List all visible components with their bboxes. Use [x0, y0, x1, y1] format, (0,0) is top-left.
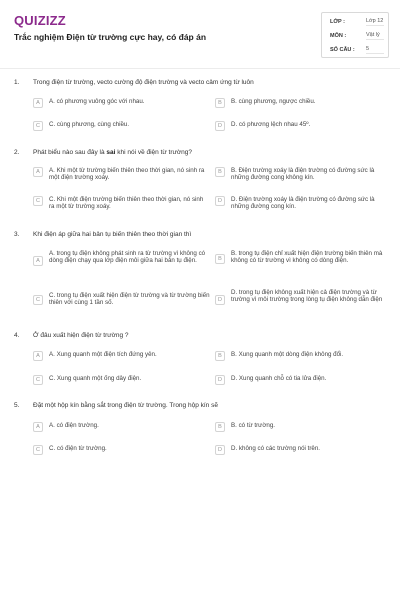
option-b[interactable]	[215, 98, 385, 108]
option-text: A. có phương vuông góc với nhau.	[49, 98, 145, 105]
header-divider	[0, 68, 400, 69]
option-text: B. có từ trường.	[231, 422, 275, 429]
question-5	[14, 402, 386, 458]
question-text	[33, 149, 383, 157]
question-text-part: Phát biểu nào sau đây là	[33, 149, 107, 156]
meta-row-count	[330, 45, 384, 55]
option-text: D. có phương lệch nhau 45º.	[231, 121, 311, 128]
option-letter-badge: D	[215, 375, 225, 385]
option-d[interactable]	[215, 375, 385, 385]
option-letter-badge: A	[33, 351, 43, 361]
option-d[interactable]	[215, 289, 385, 305]
option-letter-badge: C	[33, 445, 43, 455]
option-letter-badge: B	[215, 351, 225, 361]
option-letter-badge: D	[215, 445, 225, 455]
option-c[interactable]	[33, 196, 209, 211]
option-b[interactable]	[215, 422, 385, 432]
option-b[interactable]	[215, 351, 385, 361]
question-4	[14, 332, 386, 388]
option-c[interactable]	[33, 121, 203, 131]
option-letter-badge: D	[215, 295, 225, 305]
option-text: C. Xung quanh một ống dây điện.	[49, 375, 142, 382]
option-text: D. trong tụ điện không xuất hiện cả điện trường và từ trường vì môi trường trong lòng tụ điện không dẫn điện	[231, 289, 383, 304]
option-text: A. Khi một từ trường biến thiên theo thời gian, nó sinh ra một điện trường xoáy.	[49, 167, 205, 182]
option-letter-badge: B	[215, 422, 225, 432]
option-text: B. Điện trường xoáy là điện trường có đường sức là những đường cong không kín.	[231, 167, 375, 182]
option-d[interactable]	[215, 121, 385, 131]
option-text: C. có điện từ trường.	[49, 445, 107, 452]
option-letter-badge: A	[33, 422, 43, 432]
option-text: B. Xung quanh một dòng điện không đổi.	[231, 351, 344, 358]
option-text: B. trong tụ điện chỉ xuất hiện điện trường biến thiên mà không có từ trường vì không có dòng điện.	[231, 250, 383, 265]
option-text: D. Xung quanh chỗ có tia lửa điện.	[231, 375, 327, 382]
meta-key-grade: LỚP :	[330, 19, 345, 25]
option-c[interactable]	[33, 292, 211, 307]
option-text: C. trong tụ điện xuất hiện điện từ trường và từ trường biến thiên với cùng 1 tần số.	[49, 292, 210, 307]
option-text: C. Khi một điện trường biến thiên theo thời gian, nó sinh ra một từ trường xoáy.	[49, 196, 204, 211]
option-letter-badge: B	[215, 167, 225, 177]
question-number: 2.	[14, 149, 20, 156]
option-text: D. Điện trường xoáy là điện trường có đường sức là những đường cong kín.	[231, 196, 375, 211]
question-text: Khi điện áp giữa hai bản tụ biến thiên theo thời gian thì	[33, 231, 192, 238]
option-b[interactable]	[215, 167, 385, 182]
question-text-part: khi nói về điện từ trường?	[115, 149, 192, 156]
option-letter-badge: A	[33, 167, 43, 177]
question-2	[14, 149, 386, 221]
question-number: 4.	[14, 332, 20, 339]
option-d[interactable]	[215, 196, 385, 211]
option-letter-badge: A	[33, 98, 43, 108]
option-letter-badge: C	[33, 121, 43, 131]
question-number: 3.	[14, 231, 20, 238]
meta-value-subject: Vật lý	[366, 32, 384, 40]
option-a[interactable]	[33, 351, 203, 361]
option-c[interactable]	[33, 375, 203, 385]
meta-value-count: 5	[366, 46, 384, 54]
meta-key-subject: MÔN :	[330, 33, 347, 39]
question-text: Ở đâu xuất hiện điện từ trường ?	[33, 332, 129, 339]
meta-value-grade: Lớp 12	[366, 18, 384, 24]
option-text: A. trong tụ điện không phát sinh ra từ trường vì không có dòng điện chạy qua lớp điện môi giữa hai bản tụ điện.	[49, 250, 206, 265]
option-letter-badge: C	[33, 295, 43, 305]
option-c[interactable]	[33, 445, 203, 455]
option-letter-badge: C	[33, 375, 43, 385]
option-a[interactable]	[33, 250, 211, 266]
option-letter-badge: D	[215, 121, 225, 131]
meta-key-count: SỐ CÂU :	[330, 47, 355, 53]
option-a[interactable]	[33, 167, 209, 182]
option-text: C. cùng phương, cùng chiều.	[49, 121, 130, 128]
meta-row-subject	[330, 31, 384, 41]
option-letter-badge: B	[215, 98, 225, 108]
question-number: 5.	[14, 402, 20, 409]
quizizz-logo: QUIZIZZ	[14, 13, 66, 28]
option-text: A. có điện trường.	[49, 422, 99, 429]
question-text: Trong điện từ trường, vecto cường độ điện trường và vecto cảm ứng từ luôn	[33, 79, 254, 86]
meta-info-box	[321, 12, 389, 58]
option-text: D. không có các trường nói trên.	[231, 445, 321, 452]
meta-row-grade	[330, 17, 384, 27]
option-a[interactable]	[33, 422, 203, 432]
question-1	[14, 79, 386, 139]
question-number: 1.	[14, 79, 20, 86]
question-3	[14, 231, 386, 321]
question-text-emphasis: sai	[106, 149, 116, 156]
option-a[interactable]	[33, 98, 203, 108]
option-letter-badge: A	[33, 256, 43, 266]
option-letter-badge: B	[215, 254, 225, 264]
option-b[interactable]	[215, 250, 385, 265]
option-letter-badge: D	[215, 196, 225, 206]
option-letter-badge: C	[33, 196, 43, 206]
question-text: Đặt một hộp kín bằng sắt trong điện từ trường. Trong hộp kín sẽ	[33, 402, 218, 409]
worksheet-title: Trắc nghiệm Điện từ trường cực hay, có đáp án	[14, 32, 207, 42]
option-text: B. cùng phương, ngược chiều.	[231, 98, 316, 105]
option-text: A. Xung quanh một điện tích đứng yên.	[49, 351, 157, 358]
option-d[interactable]	[215, 445, 385, 455]
